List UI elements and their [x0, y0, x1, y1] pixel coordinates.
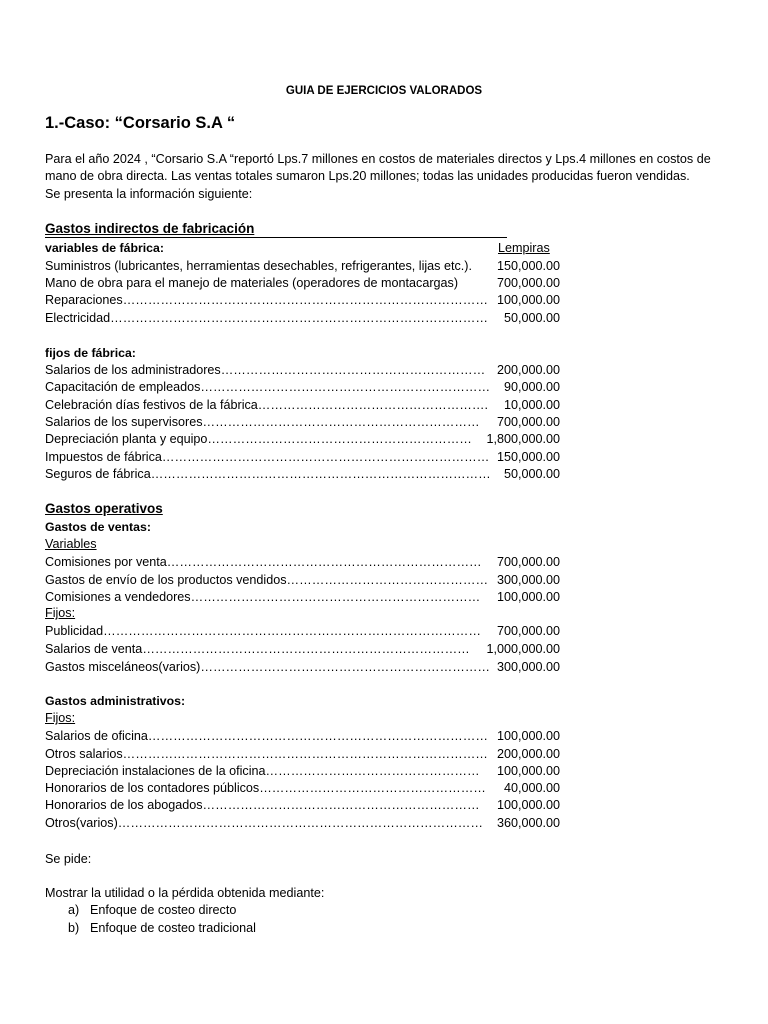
expense-label: Gastos misceláneos(varios)…………………………………………………………… — [45, 660, 491, 674]
expense-amount: 700,000.00 — [496, 276, 560, 290]
expense-label: Reparaciones…………………………………………………………………………… — [45, 293, 488, 307]
section-heading-indirectos: Gastos indirectos de fabricación — [45, 221, 255, 236]
expense-label: Otros(varios)…………………………………………………………………………… — [45, 816, 483, 830]
expense-amount: 50,000.00 — [503, 311, 560, 325]
expense-label: Depreciación planta y equipo……………………………………………………… — [45, 432, 472, 446]
expense-label: Electricidad……………………………………………………………………………… — [45, 311, 488, 325]
expense-row — [45, 310, 565, 327]
expense-amount: 200,000.00 — [496, 363, 560, 377]
expense-amount: 1,800,000.00 — [486, 432, 560, 446]
expense-amount: 300,000.00 — [496, 573, 560, 587]
expense-row — [45, 780, 565, 797]
expense-amount: 100,000.00 — [496, 798, 560, 812]
expense-amount: 40,000.00 — [503, 781, 560, 795]
expense-row — [45, 362, 565, 379]
subheading-gastos-administrativos: Gastos administrativos: — [45, 694, 186, 708]
expense-amount: 300,000.00 — [496, 660, 560, 674]
expense-row — [45, 589, 565, 606]
column-header-lempiras: Lempiras — [498, 241, 550, 255]
expense-row — [45, 466, 565, 483]
expense-amount: 100,000.00 — [496, 590, 560, 604]
intro-line: Se presenta la información siguiente: — [45, 186, 253, 201]
expense-row — [45, 397, 565, 414]
intro-line: Para el año 2024 , “Corsario S.A “reportó Lps.7 millones en costos de materiales directos y Lps.4 millones en costos de — [45, 152, 711, 166]
expense-amount: 90,000.00 — [503, 380, 560, 394]
expense-row — [45, 275, 565, 292]
expense-amount: 360,000.00 — [496, 816, 560, 830]
expense-label: Suministros (lubricantes, herramientas desechables, refrigerantes, lijas etc.). — [45, 259, 472, 273]
expense-label: Honorarios de los abogados………………………………………………………… — [45, 798, 480, 812]
expense-row — [45, 431, 565, 448]
expense-row — [45, 414, 565, 431]
expense-row — [45, 641, 565, 658]
expense-amount: 150,000.00 — [496, 259, 560, 273]
intro-paragraph — [45, 151, 730, 203]
intro-line: mano de obra directa. Las ventas totales sumaron Lps.20 millones; todas las unidades producidas fueron vendidas. — [45, 169, 690, 184]
expense-amount: 100,000.00 — [496, 293, 560, 307]
expense-row — [45, 572, 565, 589]
expense-row — [45, 379, 565, 396]
expense-amount: 700,000.00 — [496, 624, 560, 638]
expense-row — [45, 746, 565, 763]
instruction-text: Mostrar la utilidad o la pérdida obtenida mediante: — [45, 886, 325, 900]
option-marker: a) — [68, 903, 80, 917]
expense-label: Salarios de venta…………………………………………………………………… — [45, 642, 470, 656]
expense-row — [45, 292, 565, 309]
expense-amount: 50,000.00 — [503, 467, 560, 481]
expense-row — [45, 815, 565, 832]
section-underline — [45, 237, 507, 238]
label-fijos-admin: Fijos: — [45, 711, 76, 725]
label-fijos: Fijos: — [45, 606, 76, 620]
expense-row — [45, 449, 565, 466]
expense-label: Gastos de envío de los productos vendidos………………………………………… — [45, 573, 489, 587]
expense-row — [45, 797, 565, 814]
expense-label: Otros salarios…………………………………………………………………………… — [45, 747, 488, 761]
expense-amount: 100,000.00 — [496, 764, 560, 778]
se-pide-label: Se pide: — [45, 852, 92, 866]
option-text: Enfoque de costeo directo — [90, 903, 237, 917]
document-title: GUIA DE EJERCICIOS VALORADOS — [285, 85, 483, 97]
expense-label: Salarios de oficina……………………………………………………………………… — [45, 729, 488, 743]
expense-label: Seguros de fábrica……………………………………………………………………… — [45, 467, 491, 481]
subheading-variables-fabrica: variables de fábrica: — [45, 241, 164, 255]
expense-row — [45, 728, 565, 745]
expense-label: Celebración días festivos de la fábrica………………………………………………. — [45, 398, 488, 412]
expense-row — [45, 763, 565, 780]
expense-label: Capacitación de empleados…………………………………………………………… — [45, 380, 491, 394]
expense-row — [45, 554, 565, 571]
expense-label: Depreciación instalaciones de la oficina…………………………………………… — [45, 764, 480, 778]
expense-label: Comisiones a vendedores…………………………………………………………… — [45, 590, 481, 604]
expense-label: Mano de obra para el manejo de materiales (operadores de montacargas) — [45, 276, 459, 290]
expense-amount: 700,000.00 — [496, 415, 560, 429]
expense-label: Publicidad……………………………………………………………………………… — [45, 624, 481, 638]
label-variables: Variables — [45, 537, 97, 551]
expense-amount: 700,000.00 — [496, 555, 560, 569]
expense-amount: 100,000.00 — [496, 729, 560, 743]
expense-amount: 200,000.00 — [496, 747, 560, 761]
expense-label: Comisiones por venta………………………………………………………………… — [45, 555, 482, 569]
expense-label: Honorarios de los contadores públicos……………………………………………… — [45, 781, 486, 795]
expense-label: Impuestos de fábrica…………………………………………………………………… — [45, 450, 490, 464]
expense-row — [45, 258, 565, 275]
expense-label: Salarios de los administradores……………………………………………………… — [45, 363, 486, 377]
expense-amount: 1,000,000.00 — [486, 642, 560, 656]
case-title: 1.-Caso: “Corsario S.A “ — [45, 114, 236, 132]
expense-row — [45, 623, 565, 640]
expense-row — [45, 659, 565, 676]
option-marker: b) — [68, 921, 80, 935]
expense-label: Salarios de los supervisores………………………………………………………… — [45, 415, 480, 429]
subheading-fijos-fabrica: fijos de fábrica: — [45, 346, 136, 360]
expense-amount: 10,000.00 — [503, 398, 560, 412]
expense-amount: 150,000.00 — [496, 450, 560, 464]
option-text: Enfoque de costeo tradicional — [90, 921, 256, 935]
subheading-gastos-ventas: Gastos de ventas: — [45, 520, 151, 534]
section-heading-operativos: Gastos operativos — [45, 501, 163, 516]
